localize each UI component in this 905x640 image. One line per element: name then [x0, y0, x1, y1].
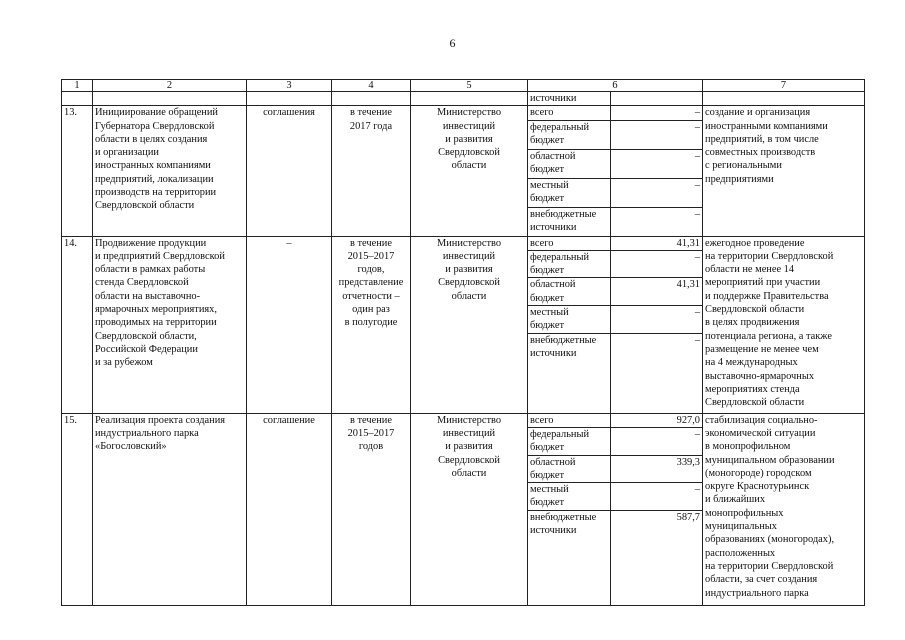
term-cell: в течение 2017 года [332, 106, 411, 236]
header-col-4: 4 [332, 80, 411, 92]
executor-cell: Министерство инвестиций и развития Свердловской области [411, 236, 528, 413]
row-number: 13. [62, 106, 93, 236]
activity-cell: Продвижение продукции и предприятий Свердловской области в рамках работы стенда Свердловской области на выставочно- ярмарочных мероприятиях, проводимых на территории Свердловской области, Российской Федерации и за рубежом [93, 236, 247, 413]
source-name: областной бюджет [528, 455, 611, 483]
source-value: – [611, 178, 703, 207]
table-row [62, 106, 865, 120]
result-cell: создание и организация иностранными компаниями предприятий, в том числе совместных производств с региональными предприятиями [703, 106, 865, 236]
header-row [62, 80, 865, 92]
source-name: местный бюджет [528, 178, 611, 207]
header-col-7: 7 [703, 80, 865, 92]
source-value: – [611, 306, 703, 334]
source-name: федеральный бюджет [528, 250, 611, 278]
source-name: областной бюджет [528, 278, 611, 306]
activity-cell: Реализация проекта создания индустриального парка «Богословский» [93, 413, 247, 605]
source-value: – [611, 483, 703, 511]
mechanism-cell: соглашение [247, 413, 332, 605]
source-name: внебюджетные источники [528, 207, 611, 236]
source-value: 927,0 [611, 413, 703, 427]
page-number: 6 [449, 36, 456, 50]
term-cell: в течение 2015–2017 годов [332, 413, 411, 605]
source-name: всего [528, 413, 611, 427]
header-col-5: 5 [411, 80, 528, 92]
row-number: 15. [62, 413, 93, 605]
source-value: – [611, 120, 703, 149]
executor-cell: Министерство инвестиций и развития Свердловской области [411, 413, 528, 605]
source-value: – [611, 427, 703, 455]
result-cell: ежегодное проведение на территории Свердловской области не менее 14 мероприятий при участии и поддержке Правительства Свердловской области в целях продвижения потенциала региона, а также размещение не менее чем на 4 международных выставочно-ярмарочных мероприятиях стенда Свердловской области [703, 236, 865, 413]
row-number: 14. [62, 236, 93, 413]
continuation-row [62, 92, 865, 106]
executor-cell: Министерство инвестиций и развития Свердловской области [411, 106, 528, 236]
result-cell: стабилизация социально- экономической ситуации в монопрофильном муниципальном образовании (моногороде) городском округе Краснотурьинск и ближайших монопрофильных муниципальных образованиях (моногородах), расположенных на территории Свердловской области, за счет создания индустриального парка [703, 413, 865, 605]
source-name: всего [528, 106, 611, 120]
source-value: – [611, 333, 703, 413]
source-name: внебюджетные источники [528, 333, 611, 413]
activity-cell: Инициирование обращений Губернатора Свердловской области в целях создания и организации иностранных компаниями предприятий, локализации производств на территории Свердловской области [93, 106, 247, 236]
header-col-2: 2 [93, 80, 247, 92]
header-col-6: 6 [528, 80, 703, 92]
source-value: 587,7 [611, 510, 703, 605]
mechanism-cell: – [247, 236, 332, 413]
source-name: областной бюджет [528, 149, 611, 178]
table-row [62, 413, 865, 427]
source-name: внебюджетные источники [528, 510, 611, 605]
source-name: всего [528, 236, 611, 250]
continued-source-label: источники [528, 92, 611, 106]
source-name: местный бюджет [528, 306, 611, 334]
header-col-1: 1 [62, 80, 93, 92]
source-value: 41,31 [611, 236, 703, 250]
source-value: – [611, 106, 703, 120]
header-col-3: 3 [247, 80, 332, 92]
source-value: 41,31 [611, 278, 703, 306]
source-name: местный бюджет [528, 483, 611, 511]
table-row [62, 236, 865, 250]
source-name: федеральный бюджет [528, 120, 611, 149]
activities-table [61, 79, 865, 606]
source-value: – [611, 250, 703, 278]
source-value: – [611, 207, 703, 236]
term-cell: в течение 2015–2017 годов, представление отчетности – один раз в полугодие [332, 236, 411, 413]
source-value: – [611, 149, 703, 178]
source-value: 339,3 [611, 455, 703, 483]
source-name: федеральный бюджет [528, 427, 611, 455]
mechanism-cell: соглашения [247, 106, 332, 236]
